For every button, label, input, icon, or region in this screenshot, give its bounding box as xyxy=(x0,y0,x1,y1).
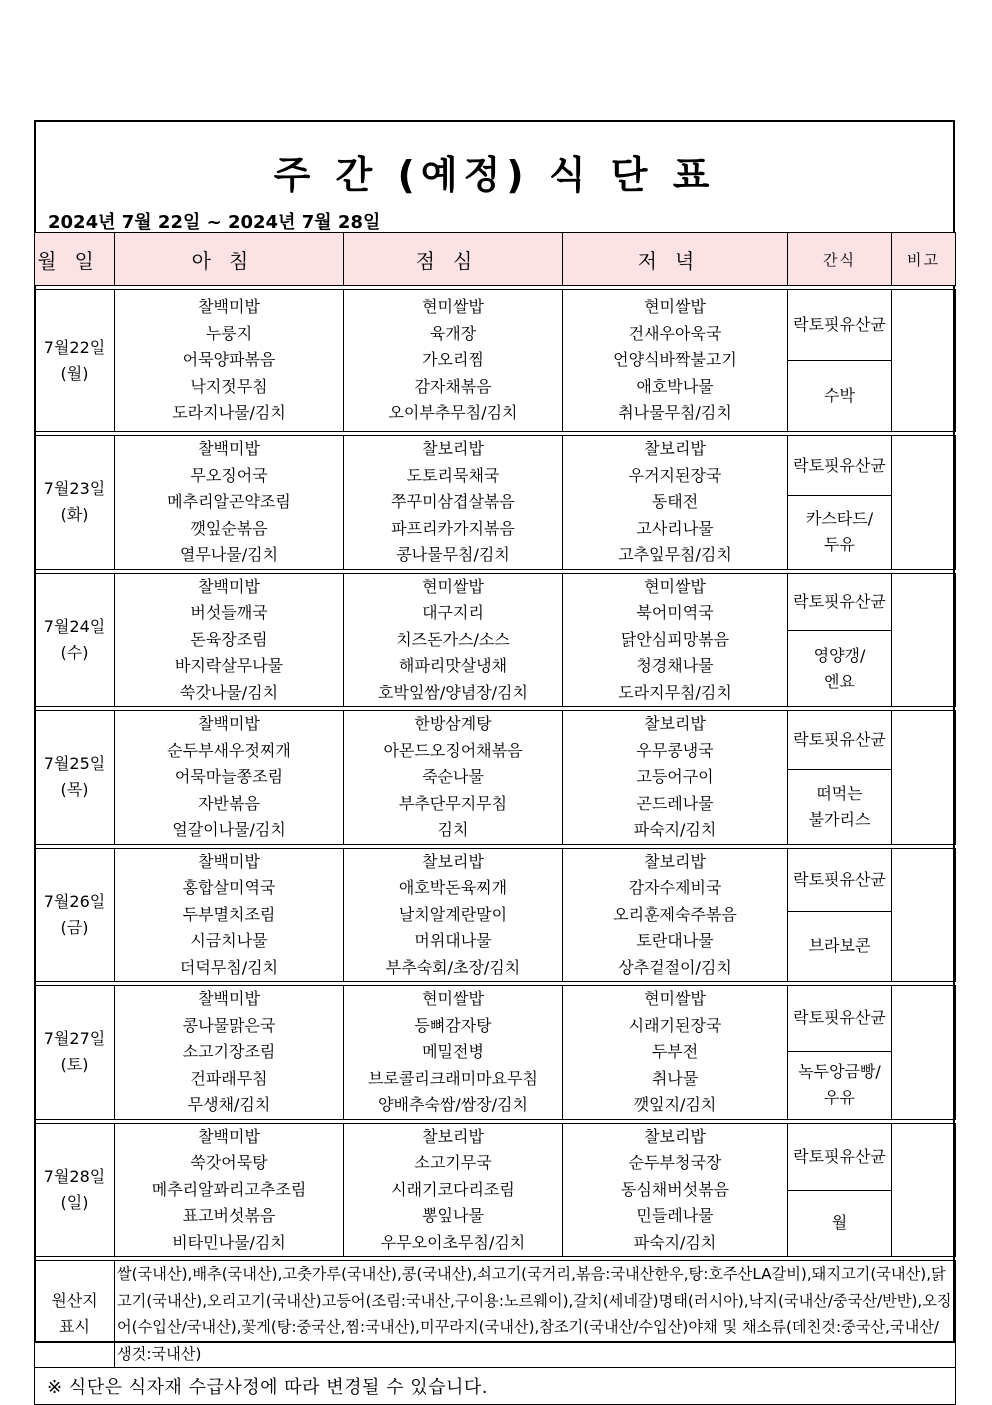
day-row xyxy=(35,1123,956,1190)
lunch-item: 현미쌀밥 xyxy=(422,989,484,1008)
day-row xyxy=(35,848,956,911)
dinner-item: 상추겉절이/김치 xyxy=(618,957,732,977)
dinner-cell xyxy=(563,573,788,707)
lunch-item: 시래기코다리조림 xyxy=(391,1179,515,1199)
day-cell xyxy=(35,436,115,570)
breakfast-item: 찰백미밥 xyxy=(198,576,260,596)
dinner-item: 애호박나물 xyxy=(636,376,714,396)
note-cell xyxy=(892,573,956,707)
lunch-item: 도토리묵채국 xyxy=(406,465,500,485)
lunch-item: 찰보리밥 xyxy=(422,851,484,871)
lunch-cell xyxy=(344,711,563,845)
lunch-item: 날치알계란말이 xyxy=(398,904,508,924)
breakfast-item: 어묵마늘쫑조림 xyxy=(174,767,284,786)
breakfast-item: 홍합살미역국 xyxy=(182,878,276,897)
dinner-cell xyxy=(563,986,788,1120)
dinner-item: 파숙지/김치 xyxy=(633,820,717,839)
dinner-item: 닭안심피망볶음 xyxy=(620,629,730,649)
day-cell xyxy=(35,1123,115,1257)
snack-item: 락토핏유산균 xyxy=(793,869,886,889)
dinner-item: 취나물 xyxy=(651,1068,699,1088)
breakfast-item: 돈육장조림 xyxy=(190,629,268,649)
day-weekday: (토) xyxy=(60,1055,89,1075)
lunch-cell xyxy=(344,986,563,1120)
dinner-item: 동태전 xyxy=(651,492,699,511)
lunch-item: 부추숙회/초장/김치 xyxy=(385,957,521,977)
breakfast-item: 깻잎순볶음 xyxy=(190,518,268,538)
note-cell xyxy=(892,290,956,432)
dinner-item: 취나물무침/김치 xyxy=(618,403,732,423)
dinner-item: 민들레나물 xyxy=(636,1206,714,1225)
day-row xyxy=(35,986,956,1052)
lunch-cell xyxy=(344,290,563,432)
breakfast-cell xyxy=(115,290,344,432)
origin-label xyxy=(35,1261,115,1368)
lunch-item: 해파리맛살냉채 xyxy=(398,656,508,675)
dinner-item: 고추잎무침/김치 xyxy=(618,545,732,564)
snack-item: 월 xyxy=(831,1213,848,1233)
dinner-item: 찰보리밥 xyxy=(644,439,706,458)
snack-item: 녹두앙금빵/ xyxy=(798,1062,881,1082)
snack-cell-2 xyxy=(788,361,892,432)
dinner-item: 현미쌀밥 xyxy=(644,576,706,596)
dinner-item: 언양식바짝불고기 xyxy=(613,350,737,370)
breakfast-cell xyxy=(115,1123,344,1257)
breakfast-item: 누룽지 xyxy=(205,323,253,343)
snack-cell-2 xyxy=(788,631,892,707)
dinner-cell xyxy=(563,436,788,570)
dinner-item: 우거지된장국 xyxy=(628,465,722,485)
header-snack: 간식 xyxy=(788,233,892,286)
breakfast-item: 찰백미밥 xyxy=(198,297,260,317)
snack-cell-1 xyxy=(788,436,892,496)
snack-cell-1 xyxy=(788,848,892,911)
lunch-item: 부추단무지무침 xyxy=(398,793,508,813)
breakfast-item: 얼갈이나물/김치 xyxy=(172,820,286,839)
snack-item: 엔요 xyxy=(824,671,855,691)
lunch-item: 우무오이초무침/김치 xyxy=(380,1232,526,1252)
lunch-cell xyxy=(344,1123,563,1257)
lunch-item: 죽순나물 xyxy=(422,767,484,786)
day-cell xyxy=(35,711,115,845)
breakfast-item: 무생채/김치 xyxy=(187,1095,271,1114)
breakfast-item: 소고기장조림 xyxy=(182,1042,276,1061)
dinner-item: 찰보리밥 xyxy=(644,714,706,733)
lunch-item: 한방삼계탕 xyxy=(414,714,492,733)
dinner-item: 오리훈제숙주볶음 xyxy=(613,904,737,924)
lunch-item: 메밀전병 xyxy=(422,1042,484,1061)
lunch-item: 육개장 xyxy=(429,323,477,343)
header-lunch: 점심 xyxy=(344,233,563,286)
breakfast-item: 쑥갓나물/김치 xyxy=(179,682,279,702)
snack-cell-2 xyxy=(788,911,892,981)
breakfast-item: 표고버섯볶음 xyxy=(182,1206,276,1225)
lunch-item: 양배추숙쌈/쌈장/김치 xyxy=(378,1095,528,1114)
breakfast-item: 비타민나물/김치 xyxy=(172,1232,286,1252)
menu-table xyxy=(34,232,956,1405)
dinner-item: 시래기된장국 xyxy=(628,1015,722,1035)
day-weekday: (일) xyxy=(60,1192,89,1212)
dinner-item: 청경채나물 xyxy=(636,656,714,675)
origin-label-line: 원산지 xyxy=(51,1291,98,1310)
origin-text: 쌀(국내산),배추(국내산),고춧가루(국내산),콩(국내산),쇠고기(국거리,볶음:국내산한우,탕:호주산LA갈비),돼지고기(국내산),닭고기(국내산),오리고기(국내산)고등어(조림:국내산,구이용:노르웨이),갈치(세네갈)명태(러시아),낙지(국내산/중국산/반반),오징어(수입산/국내산),꽃게(탕:중국산,찜:국내산),미꾸라지(국내산),참조기(국내산/수입산)야채 및 채소류(데친것:중국산,국내산/생것:국내산) xyxy=(115,1261,956,1368)
lunch-item: 김치 xyxy=(437,820,469,839)
day-weekday: (목) xyxy=(60,780,89,800)
day-cell xyxy=(35,573,115,707)
dinner-item: 도라지무침/김치 xyxy=(618,682,732,702)
snack-cell-2 xyxy=(788,496,892,569)
dinner-cell xyxy=(563,711,788,845)
breakfast-item: 쑥갓어묵탕 xyxy=(190,1153,268,1172)
breakfast-item: 메추리알곤약조림 xyxy=(167,492,291,511)
breakfast-cell xyxy=(115,986,344,1120)
footnote-row xyxy=(35,1368,956,1405)
lunch-item: 콩나물무침/김치 xyxy=(396,545,510,564)
breakfast-item: 바지락살무나물 xyxy=(174,656,284,675)
snack-cell-2 xyxy=(788,1190,892,1256)
lunch-item: 찰보리밥 xyxy=(422,1126,484,1146)
snack-item: 락토핏유산균 xyxy=(793,591,886,611)
lunch-item: 가오리찜 xyxy=(422,350,484,370)
snack-cell-1 xyxy=(788,986,892,1052)
lunch-item: 아몬드오징어채볶음 xyxy=(383,740,523,760)
breakfast-item: 메추리알꽈리고추조림 xyxy=(151,1179,307,1199)
header-dinner: 저녁 xyxy=(563,233,788,286)
breakfast-item: 두부멸치조림 xyxy=(182,904,276,924)
snack-item: 카스타드/ xyxy=(805,509,874,529)
day-date: 7월24일 xyxy=(43,616,106,636)
dinner-item: 순두부청국장 xyxy=(628,1153,722,1172)
snack-item: 락토핏유산균 xyxy=(793,1008,886,1028)
snack-cell-1 xyxy=(788,573,892,631)
note-cell xyxy=(892,986,956,1120)
breakfast-item: 자반볶음 xyxy=(198,793,260,813)
breakfast-cell xyxy=(115,848,344,982)
note-cell xyxy=(892,848,956,982)
lunch-item: 쭈꾸미삼겹살볶음 xyxy=(391,492,515,511)
snack-cell-1 xyxy=(788,711,892,770)
day-date: 7월25일 xyxy=(43,754,106,774)
breakfast-item: 찰백미밥 xyxy=(198,989,260,1008)
snack-cell-2 xyxy=(788,1051,892,1119)
dinner-item: 찰보리밥 xyxy=(644,851,706,871)
snack-item: 브라보콘 xyxy=(808,936,871,956)
day-cell xyxy=(35,848,115,982)
snack-item: 두유 xyxy=(824,535,855,555)
breakfast-item: 찰백미밥 xyxy=(198,851,260,871)
dinner-item: 현미쌀밥 xyxy=(644,989,706,1008)
day-weekday: (화) xyxy=(60,505,89,525)
breakfast-item: 열무나물/김치 xyxy=(179,545,279,564)
breakfast-item: 어묵양파볶음 xyxy=(182,350,276,370)
breakfast-cell xyxy=(115,711,344,845)
dinner-item: 건새우아욱국 xyxy=(628,323,722,343)
lunch-cell xyxy=(344,848,563,982)
lunch-item: 파프리카가지볶음 xyxy=(391,518,515,538)
breakfast-item: 무오징어국 xyxy=(190,465,268,485)
lunch-item: 머위대나물 xyxy=(414,931,492,950)
breakfast-item: 더덕무침/김치 xyxy=(179,957,279,977)
day-weekday: (금) xyxy=(60,917,89,937)
snack-item: 떠먹는 xyxy=(816,783,863,803)
snack-cell-2 xyxy=(788,769,892,844)
breakfast-item: 콩나물맑은국 xyxy=(182,1015,276,1035)
breakfast-cell xyxy=(115,436,344,570)
lunch-item: 오이부추무침/김치 xyxy=(388,403,518,423)
dinner-item: 고등어구이 xyxy=(636,767,714,786)
breakfast-item: 찰백미밥 xyxy=(198,1126,260,1146)
lunch-item: 애호박돈육찌개 xyxy=(398,878,508,897)
day-row xyxy=(35,436,956,496)
day-cell xyxy=(35,986,115,1120)
lunch-item: 등뼈감자탕 xyxy=(414,1015,492,1035)
snack-item: 락토핏유산균 xyxy=(793,315,886,334)
day-date: 7월22일 xyxy=(43,337,106,357)
header-breakfast: 아침 xyxy=(115,233,344,286)
note-cell xyxy=(892,711,956,845)
date-range: 2024년 7월 22일 ~ 2024년 7월 28일 xyxy=(48,212,381,233)
lunch-item: 찰보리밥 xyxy=(422,439,484,458)
header-note: 비고 xyxy=(892,233,956,286)
breakfast-item: 찰백미밥 xyxy=(198,439,260,458)
snack-item: 수박 xyxy=(824,386,855,405)
lunch-item: 현미쌀밥 xyxy=(422,576,484,596)
breakfast-item: 버섯들깨국 xyxy=(190,603,268,622)
breakfast-item: 낙지젓무침 xyxy=(190,376,268,396)
dinner-item: 깻잎지/김치 xyxy=(633,1095,717,1114)
dinner-item: 북어미역국 xyxy=(636,603,714,622)
dinner-item: 감자수제비국 xyxy=(628,878,722,897)
snack-cell-1 xyxy=(788,290,892,361)
snack-item: 락토핏유산균 xyxy=(793,729,886,749)
dinner-item: 곤드레나물 xyxy=(636,793,714,813)
dinner-cell xyxy=(563,848,788,982)
dinner-item: 두부전 xyxy=(651,1042,699,1061)
dinner-cell xyxy=(563,290,788,432)
snack-item: 영양갱/ xyxy=(813,645,866,665)
header-day: 월일 xyxy=(35,233,115,286)
day-date: 7월26일 xyxy=(43,891,106,911)
note-cell xyxy=(892,1123,956,1257)
day-date: 7월23일 xyxy=(43,479,106,499)
lunch-item: 소고기무국 xyxy=(414,1153,492,1172)
breakfast-item: 찰백미밥 xyxy=(198,714,260,733)
breakfast-item: 도라지나물/김치 xyxy=(172,403,286,423)
day-row xyxy=(35,573,956,631)
dinner-item: 파숙지/김치 xyxy=(633,1232,717,1252)
menu-sheet xyxy=(34,120,955,1398)
header-row xyxy=(35,233,956,286)
lunch-cell xyxy=(344,436,563,570)
lunch-item: 브로콜리크래미마요무침 xyxy=(367,1068,539,1088)
day-row xyxy=(35,290,956,361)
dinner-item: 토란대나물 xyxy=(636,931,714,950)
dinner-item: 찰보리밥 xyxy=(644,1126,706,1146)
origin-label-line: 표시 xyxy=(59,1317,90,1336)
note-cell xyxy=(892,436,956,570)
snack-item: 락토핏유산균 xyxy=(793,1146,886,1166)
breakfast-item: 시금치나물 xyxy=(190,931,268,950)
lunch-item: 호박잎쌈/양념장/김치 xyxy=(378,682,528,702)
footnote: ※ 식단은 식자재 수급사정에 따라 변경될 수 있습니다. xyxy=(35,1368,956,1405)
dinner-item: 고사리나물 xyxy=(636,518,714,538)
breakfast-item: 건파래무침 xyxy=(190,1068,268,1088)
page-title: 주 간 (예정) 식 단 표 xyxy=(273,153,716,197)
lunch-item: 현미쌀밥 xyxy=(422,297,484,317)
day-date: 7월28일 xyxy=(43,1166,106,1186)
snack-item: 락토핏유산균 xyxy=(793,455,886,475)
breakfast-item: 순두부새우젓찌개 xyxy=(167,740,291,760)
day-weekday: (월) xyxy=(60,363,89,383)
lunch-item: 감자채볶음 xyxy=(414,376,492,396)
lunch-cell xyxy=(344,573,563,707)
snack-cell-1 xyxy=(788,1123,892,1190)
day-cell xyxy=(35,290,115,432)
dinner-item: 동심채버섯볶음 xyxy=(620,1179,730,1199)
lunch-item: 대구지리 xyxy=(422,603,484,622)
dinner-item: 현미쌀밥 xyxy=(644,297,706,317)
lunch-item: 뽕잎나물 xyxy=(422,1206,484,1225)
breakfast-cell xyxy=(115,573,344,707)
day-weekday: (수) xyxy=(60,642,89,662)
snack-item: 불가리스 xyxy=(808,809,871,829)
lunch-item: 치즈돈가스/소스 xyxy=(396,629,510,649)
snack-item: 우유 xyxy=(824,1088,855,1108)
dinner-cell xyxy=(563,1123,788,1257)
dinner-item: 우무콩냉국 xyxy=(636,740,714,760)
day-date: 7월27일 xyxy=(43,1029,106,1049)
day-row xyxy=(35,711,956,770)
origin-row xyxy=(35,1261,956,1368)
